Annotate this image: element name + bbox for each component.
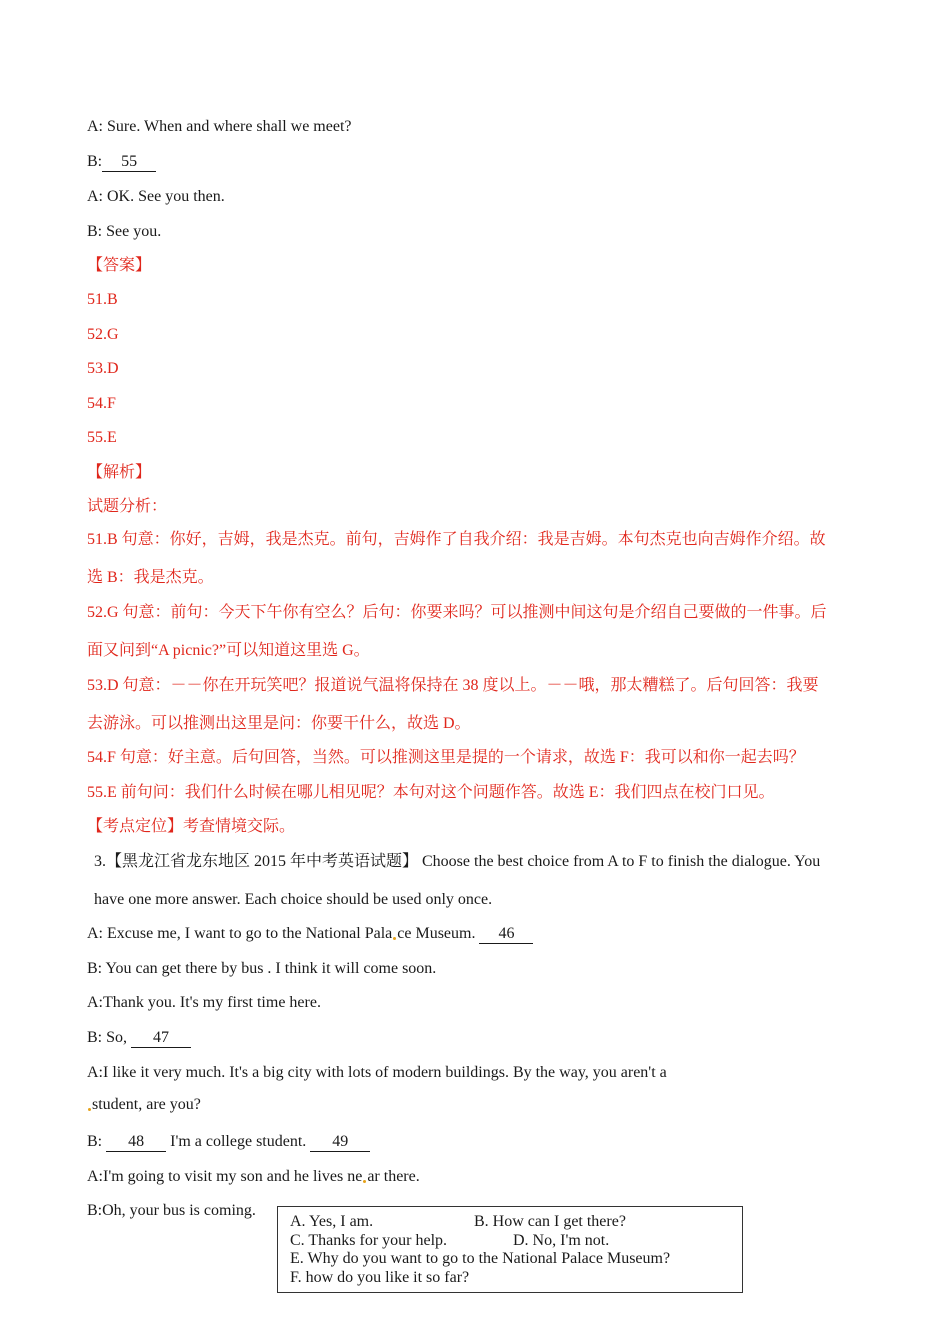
q3-line5: A:I like it very much. It's a big city with lots of modern buildings. By the way, you aren't a [87, 1064, 667, 1081]
analysis-53-line1: 53.D 句意：－－你在开玩笑吧？报道说气温将保持在 38 度以上。－－哦，那太糟糕了。后句回答：我要 [87, 677, 819, 694]
q3-line2: B: You can get there by bus . I think it will come soon. [87, 960, 437, 977]
q3-line1 [87, 924, 533, 944]
analysis-52-line1: 52.G 句意：前句：今天下午你有空么？后句：你要来吗？可以推测中间这句是介绍自己要做的一件事。后 [87, 604, 827, 621]
option-b: B. How can I get there? [474, 1213, 626, 1230]
dot-mark [363, 1180, 366, 1183]
analysis-55: 55.E 前句问：我们什么时候在哪儿相见呢？本句对这个问题作答。故选 E：我们四点在校门口见。 [87, 784, 775, 801]
speaker: B: [87, 153, 103, 170]
dialogue-text: OK. See you then. [103, 188, 225, 205]
q3-line6 [87, 1095, 201, 1115]
q3-title-line1: 3.【黑龙江省龙东地区 2015 年中考英语试题】 Choose the best choice from A to F to finish the dialogue. You [94, 853, 821, 870]
blank-48: 48 [106, 1133, 166, 1152]
q3-text: I'm a college student. [166, 1133, 311, 1150]
dialogue-text: See you. [102, 223, 162, 240]
answer-52: 52.G [87, 326, 119, 343]
dot-mark [393, 937, 396, 940]
dialogue-line-b2 [87, 222, 161, 242]
q3-text: ce Museum. [397, 925, 480, 942]
q3-text: B: So, [87, 1029, 132, 1046]
option-a: A. Yes, I am. [290, 1213, 374, 1230]
dialogue-text: Sure. When and where shall we meet? [103, 118, 352, 135]
dialogue-line-a1 [87, 117, 352, 137]
q3-line3: A:Thank you. It's my first time here. [87, 994, 321, 1011]
dialogue-line-b1 [87, 152, 156, 172]
analysis-intro: 试题分析： [87, 498, 168, 515]
blank-46: 46 [479, 925, 533, 944]
dialogue-line-a2 [87, 187, 225, 207]
option-f: F. how do you like it so far? [290, 1268, 470, 1286]
answer-53: 53.D [87, 360, 119, 377]
analysis-heading: 【解析】 [87, 464, 152, 481]
blank-55: 55 [102, 153, 156, 172]
q3-line8 [87, 1167, 420, 1187]
answer-54: 54.F [87, 395, 116, 412]
analysis-54: 54.F 句意：好主意。后句回答，当然。可以推测这里是提的一个请求，故选 F：我可以和你一起去吗？ [87, 749, 805, 766]
speaker: A: [87, 188, 103, 205]
answer-55: 55.E [87, 429, 117, 446]
q3-text: ar there. [367, 1168, 420, 1185]
q3-text: student, are you? [92, 1096, 201, 1113]
q3-text: A:I'm going to visit my son and he lives ne [87, 1168, 363, 1185]
speaker: A: [87, 118, 103, 135]
analysis-52-line2: 面又问到“A picnic?”可以知道这里选 G。 [87, 642, 370, 659]
blank-49: 49 [310, 1133, 370, 1152]
option-c: C. Thanks for your help. [290, 1231, 448, 1249]
q3-line4 [87, 1028, 191, 1048]
answer-51: 51.B [87, 291, 118, 308]
kaodian: 【考点定位】考查情境交际。 [87, 818, 296, 835]
speaker: B: [87, 223, 103, 240]
analysis-51-line2: 选 B：我是杰克。 [87, 569, 214, 586]
option-d: D. No, I'm not. [513, 1231, 610, 1249]
q3-title-line2: have one more answer. Each choice should be used only once. [94, 891, 493, 908]
analysis-53-line2: 去游泳。可以推测出这里是问：你要干什么，故选 D。 [87, 715, 471, 732]
options-box [277, 1206, 743, 1293]
answer-heading: 【答案】 [87, 257, 152, 274]
q3-line9: B:Oh, your bus is coming. [87, 1202, 256, 1219]
option-e: E. Why do you want to go to the National Palace Museum? [290, 1250, 671, 1267]
q3-text: A: Excuse me, I want to go to the National Pala [87, 925, 393, 942]
dot-mark [88, 1108, 91, 1111]
analysis-51-line1: 51.B 句意：你好，吉姆，我是杰克。前句，吉姆作了自我介绍：我是吉姆。本句杰克也向吉姆作介绍。故 [87, 531, 826, 548]
q3-text: B: [87, 1133, 107, 1150]
blank-47: 47 [131, 1029, 191, 1048]
q3-line7 [87, 1132, 370, 1152]
